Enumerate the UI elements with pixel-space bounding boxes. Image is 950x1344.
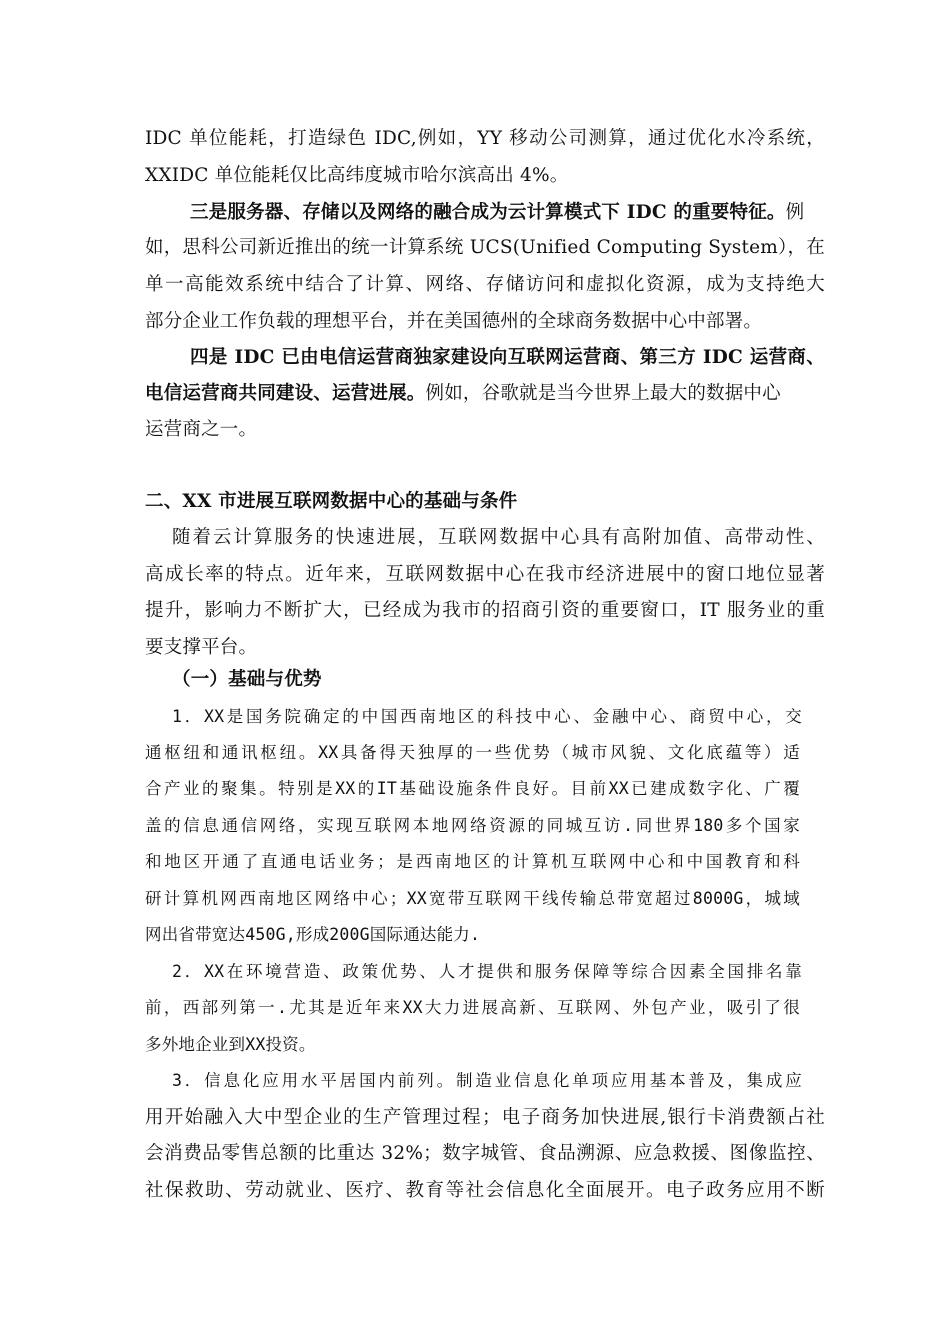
- paragraph-line: 用开始融入大中型企业的生产管理过程；电子商务加快进展,银行卡消费额占社: [145, 1107, 825, 1128]
- paragraph-line-mixed: [145, 382, 825, 406]
- lead-continuation: 例: [785, 202, 805, 223]
- paragraph-line: 研计算机网西南地区网络中心；XX宽带互联网干线传输总带宽超过8000G，城域: [145, 889, 800, 908]
- bold-paragraph-line: 四是 IDC 已由电信运营商独家建设向互联网运营商、第三方 IDC 运营商、: [190, 347, 825, 368]
- paragraph-line: 网出省带宽达450G,形成200G国际通达能力.: [145, 925, 481, 944]
- bold-lead: 三是服务器、存储以及网络的融合成为云计算模式下 IDC 的重要特征。: [190, 202, 786, 223]
- section-heading: 二、XX 市进展互联网数据中心的基础与条件: [145, 491, 518, 512]
- paragraph-line: 单一高能效系统中结合了计算、网络、存储访问和虚拟化资源，成为支持绝大: [145, 274, 825, 295]
- normal-text: 例如，谷歌就是当今世界上最大的数据中心: [425, 383, 781, 404]
- paragraph-line: 运营商之一。: [145, 419, 258, 440]
- paragraph-line: 2．XX在环境营造、政策优势、人才提供和服务保障等综合因素全国排名靠: [172, 962, 802, 981]
- paragraph-line: 多外地企业到XX投资。: [145, 1035, 316, 1054]
- bold-text: 电信运营商共同建设、运营进展。: [145, 383, 426, 404]
- paragraph-line: 通枢纽和通讯枢纽。XX具备得天独厚的一些优势（城市风貌、文化底蕴等）适: [145, 743, 800, 762]
- paragraph-line: 如，思科公司新近推出的统一计算系统 UCS(Unified Computing System），在: [145, 237, 825, 258]
- paragraph-line: 1．XX是国务院确定的中国西南地区的科技中心、金融中心、商贸中心，交: [172, 707, 802, 726]
- paragraph-line: 部分企业工作负载的理想平台，并在美国德州的全球商务数据中心中部署。: [145, 311, 763, 332]
- paragraph-line: 提升，影响力不断扩大，已经成为我市的招商引资的重要窗口，IT 服务业的重: [145, 600, 825, 621]
- paragraph-line: 盖的信息通信网络，实现互联网本地网络资源的同城互访.同世界180多个国家: [145, 816, 800, 835]
- paragraph-line: 前，西部列第一.尤其是近年来XX大力进展高新、互联网、外包产业，吸引了很: [145, 998, 800, 1017]
- paragraph-line: 随着云计算服务的快速进展，互联网数据中心具有高附加值、高带动性、: [172, 527, 825, 548]
- paragraph-line-with-bold-lead: [190, 201, 825, 225]
- paragraph-line: 高成长率的特点。近年来，互联网数据中心在我市经济进展中的窗口地位显著: [145, 564, 825, 585]
- paragraph-line: 会消费品零售总额的比重达 32%；数字城管、食品溯源、应急救援、图像监控、: [145, 1143, 825, 1164]
- paragraph-line: 和地区开通了直通电话业务；是西南地区的计算机互联网中心和中国教育和科: [145, 852, 800, 871]
- paragraph-line: IDC 单位能耗，打造绿色 IDC,例如，YY 移动公司测算，通过优化水冷系统，: [145, 128, 825, 149]
- paragraph-line: 3．信息化应用水平居国内前列。制造业信息化单项应用基本普及，集成应: [172, 1071, 802, 1090]
- paragraph-line: 合产业的聚集。特别是XX的IT基础设施条件良好。目前XX已建成数字化、广覆: [145, 779, 800, 798]
- paragraph-line: 要支撑平台。: [145, 637, 258, 658]
- paragraph-line: 社保救助、劳动就业、医疗、教育等社会信息化全面展开。电子政务应用不断: [145, 1180, 825, 1201]
- subsection-heading: （一）基础与优势: [172, 669, 322, 690]
- paragraph-line: XXIDC 单位能耗仅比高纬度城市哈尔滨高出 4%。: [145, 165, 569, 186]
